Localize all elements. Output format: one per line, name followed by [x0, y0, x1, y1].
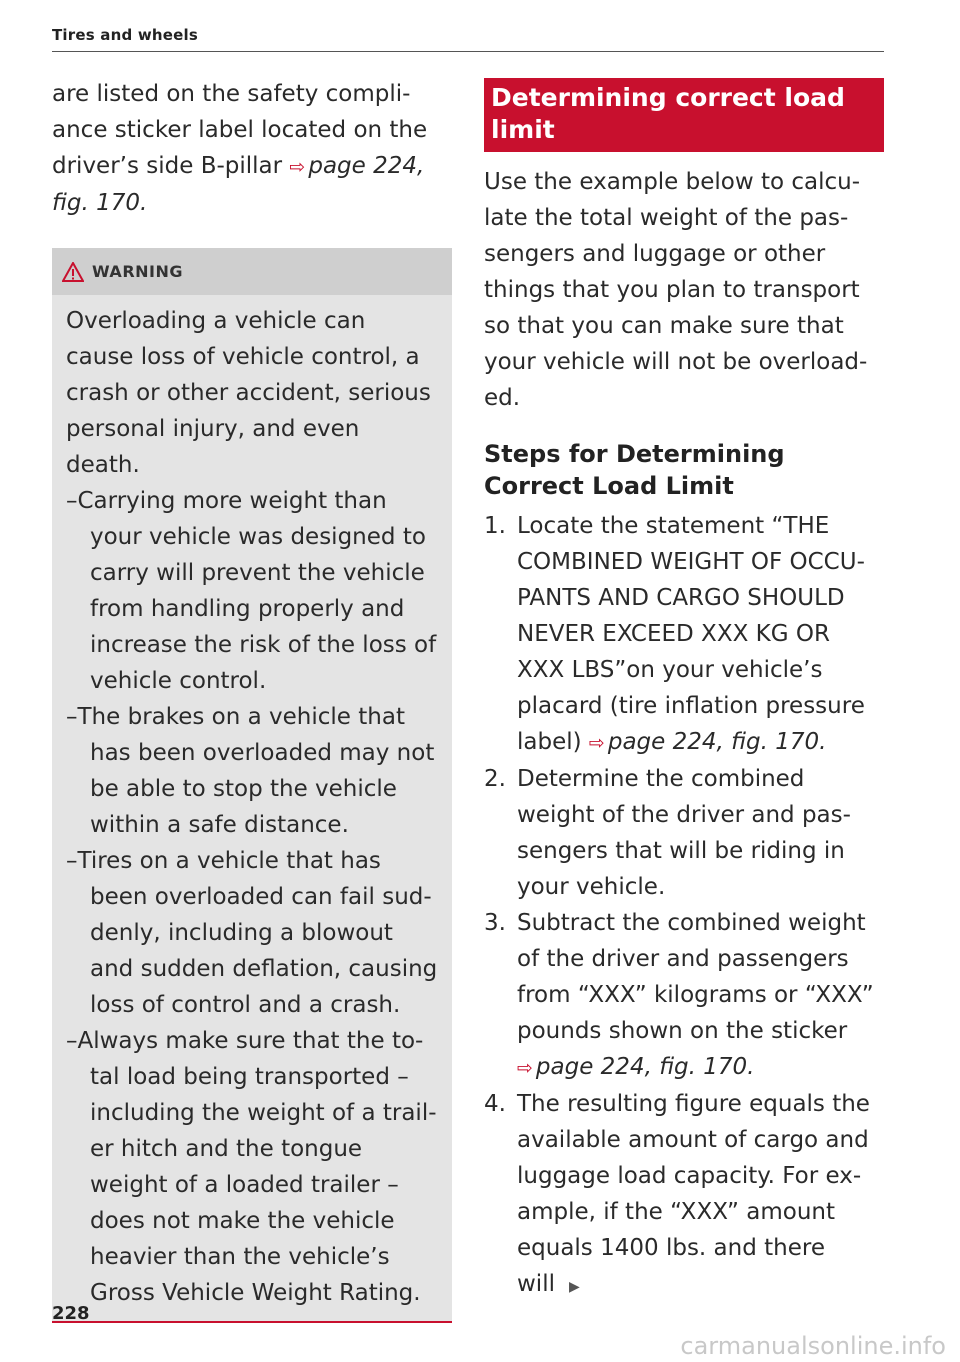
steps-heading: Steps for Determining Correct Load Limit — [484, 440, 785, 500]
step-item — [484, 1086, 884, 1305]
section-intro: Use the example below to calculate the total weight of the passengers and luggage or other things that you plan to transport so that you can make sure that your vehicle will not be overloaded. — [484, 169, 868, 411]
reference-text: page 224, fig. 170. — [52, 153, 425, 216]
step-number: 1. — [484, 513, 506, 539]
reference-arrow-icon: ⇨ — [588, 732, 605, 754]
warning-header — [52, 248, 452, 295]
warning-bullet: –Carrying more weight than your vehicle was designed to carry will prevent the vehicle from handling properly and increase the risk of the loss of vehicle control. — [66, 488, 437, 694]
warning-paragraph: Overloading a vehicle can cause loss of vehicle control, a crash or other accident, serious personal injury, and even death. — [66, 308, 431, 478]
step-item — [484, 761, 884, 905]
section-title: Determining correct load limit — [484, 78, 884, 152]
warning-bullet: –Tires on a vehicle that has been overloaded can fail suddenly, including a blowout and sudden deflation, causing loss of control and a crash. — [66, 848, 438, 1018]
page-number: 228 — [52, 1303, 90, 1324]
reference-text: page 224, fig. 170. — [535, 1054, 755, 1080]
right-column — [484, 78, 884, 1305]
warning-label: WARNING — [92, 262, 183, 281]
page-reference-link[interactable] — [517, 1054, 755, 1080]
reference-text: page 224, fig. 170. — [607, 729, 827, 755]
header-rule — [52, 51, 884, 52]
step-text: Locate the statement “THE COMBINED WEIGHT OF OCCUPANTS AND CARGO SHOULD NEVER EXCEED XXX KG OR XXX LBS”on your vehicle’s placard (tire inflation pressure label) — [517, 513, 865, 755]
warning-bullet: –The brakes on a vehicle that has been overloaded may not be able to stop the vehicle within a safe distance. — [66, 704, 435, 838]
warning-triangle-icon — [62, 262, 84, 282]
step-number: 2. — [484, 766, 506, 792]
running-header: Tires and wheels — [52, 26, 199, 44]
step-text: Determine the combined weight of the driver and passengers that will be riding in your vehicle. — [517, 766, 851, 900]
page-reference-link[interactable] — [589, 729, 827, 755]
step-number: 3. — [484, 910, 506, 936]
step-item — [484, 508, 884, 761]
intro-paragraph — [52, 76, 452, 221]
step-number: 4. — [484, 1091, 506, 1117]
reference-arrow-icon: ⇨ — [517, 1057, 533, 1079]
left-column — [52, 76, 452, 1323]
reference-arrow-icon: ⇨ — [289, 156, 306, 178]
warning-bullet: –Always make sure that the total load being transported – including the weight of a trailer hitch and the tongue weight of a loaded trailer – does not make the vehicle heavier than the vehicle’s Gross Vehicle Weight Rating. — [66, 1028, 437, 1306]
warning-box — [52, 248, 452, 1323]
warning-body — [52, 295, 452, 1311]
continued-arrow-icon: ▶ — [568, 1279, 580, 1295]
watermark: carmanualsonline.info — [680, 1332, 946, 1360]
intro-text: are listed on the safety compliance sticker label located on the driver’s side B-pillar — [52, 81, 428, 179]
step-item — [484, 905, 884, 1086]
step-text: Subtract the combined weight of the driver and passengers from “XXX” kilograms or “XXX” pounds shown on the sticker — [517, 910, 874, 1044]
step-text: The resulting figure equals the available amount of cargo and luggage load capacity. For example, if the “XXX” amount equals 1400 lbs. and there will — [517, 1091, 870, 1297]
